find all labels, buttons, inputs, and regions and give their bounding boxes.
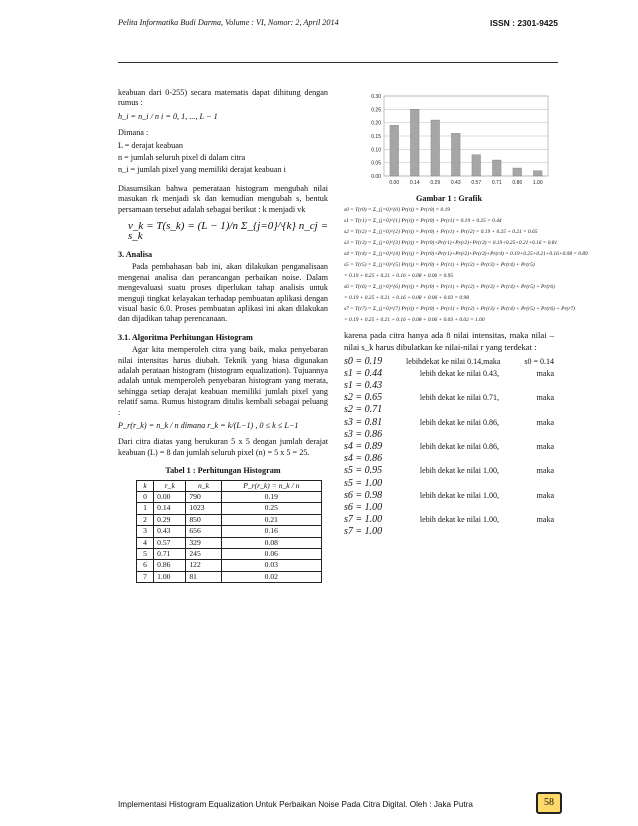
calc-line: s6 = T(r6) = Σ_{j=0}^{6} Pr(rj) = Pr(r0) + Pr(r1) + Pr(r2) + Pr(r3) + Pr(r4) + Pr(r5) + Pr(r6) xyxy=(344,284,555,291)
rounding-intro: karena pada citra hanya ada 8 nilai intensitas, maka nilai – nilai s_k harus dibulatkan ke nilai-nilai r yang terdekat : xyxy=(344,330,554,352)
table-cell: 0.16 xyxy=(221,526,321,537)
table-row xyxy=(137,526,322,537)
calc-line: s0 = T(r0) = Σ_{j=0}^{0} Pr(rj) = Pr(r0) = 0.19 xyxy=(344,207,450,214)
def-ni: n_i = jumlah pixel yang memiliki derajat keabuan i xyxy=(118,165,286,175)
result-row xyxy=(344,441,554,453)
table-cell: 0.71 xyxy=(154,549,186,560)
calc-line: s5 = T(r5) = Σ_{j=0}^{5} Pr(rj) = Pr(r0) + Pr(r1) + Pr(r2) + Pr(r3) + Pr(r4) + Pr(r5) xyxy=(344,262,535,269)
result-note: lebihdekat ke nilai 0.14,maka xyxy=(406,356,501,366)
calc-line: = 0.19 + 0.25 + 0.21 + 0.16 + 0.08 + 0.06 + 0.03 + 0.02 = 1.00 xyxy=(344,317,485,324)
table-row xyxy=(137,503,322,514)
table-cell: 1.00 xyxy=(154,571,186,582)
result-row xyxy=(344,429,554,441)
table-header-cell: k xyxy=(137,480,154,491)
result-row xyxy=(344,478,554,490)
result-left: s1 = 0.43 xyxy=(344,380,383,391)
result-right: maka xyxy=(536,490,554,500)
table-cell: 5 xyxy=(137,549,154,560)
image-size-paragraph: Dari citra diatas yang berukuran 5 x 5 dengan jumlah derajat keabuan (L) = 8 dan jumlah seluruh pixel (n) = 5 x 5 = 25. xyxy=(118,437,328,457)
analysis-paragraph: Pada pembahasan bab ini, akan dilakukan penganalisaan mengenai analisa dan perancangan perbaikan noise. Dalam mengevaluasi suatu proses diperlukan tahap analisis untuk menguji tingkat kelayakan terhadap pembuatan aplikasi dengan visual basic 6.0. Proses pembuatan aplikasi ini akan dilakukan dan dijadikan tahap perencanaan. xyxy=(118,262,328,324)
x-tick-label: 0.57 xyxy=(471,180,482,186)
result-note: lebih dekat ke nilai 1.00, xyxy=(419,466,499,476)
table-cell: 0.00 xyxy=(154,492,186,503)
table-row xyxy=(137,560,322,571)
table-header-cell: n_k xyxy=(186,480,221,491)
table-cell: 790 xyxy=(186,492,221,503)
result-right: maka xyxy=(536,442,554,452)
y-tick-label: 0.00 xyxy=(371,174,381,180)
result-left: s6 = 0.98 xyxy=(344,489,383,501)
result-right: maka xyxy=(536,368,554,378)
table-row xyxy=(137,492,322,503)
y-tick-label: 0.10 xyxy=(371,147,381,154)
calc-line: = 0.19 + 0.25 + 0.21 + 0.16 + 0.08 + 0.06 + 0.03 = 0.98 xyxy=(344,295,469,302)
result-note: lebih dekat ke nilai 0.86, xyxy=(419,417,499,427)
table-cell: 122 xyxy=(186,560,221,571)
figure-caption: Gambar 1 : Grafik xyxy=(415,194,483,203)
result-right: maka xyxy=(536,515,554,525)
section-3-1-heading: 3.1. Algoritma Perhitungan Histogram xyxy=(118,332,253,342)
result-row xyxy=(344,356,554,368)
formula-histogram: h_i = n_i / n i = 0, 1, ..., L − 1 xyxy=(118,111,218,121)
y-tick-label: 0.05 xyxy=(371,160,381,167)
table-cell: 0.19 xyxy=(221,492,321,503)
result-left: s2 = 0.65 xyxy=(344,392,383,404)
formula-vk: v_k = T(s_k) = (L − 1)/n Σ_{j=0}^{k} n_cj = s_k xyxy=(128,220,328,243)
y-tick-label: 0.25 xyxy=(371,107,381,114)
y-tick-label: 0.15 xyxy=(371,134,381,140)
table-cell: 0.29 xyxy=(154,514,186,525)
table-cell: 245 xyxy=(186,549,221,560)
header-rule xyxy=(118,62,558,63)
result-row xyxy=(344,453,554,465)
assumption-paragraph: Diasumsikan bahwa pemerataan histogram mengubah nilai masukan rk menjadi sk dan kemudian mengubah s, bentuk persamaan tersebut adalah sebagai berikut : k menjadi vk xyxy=(118,183,328,214)
x-tick-label: 0.43 xyxy=(450,180,461,186)
table-cell: 1 xyxy=(137,503,154,514)
result-note: lebih dekat ke nilai 0.86, xyxy=(419,442,499,452)
table-cell: 3 xyxy=(137,526,154,537)
y-tick-label: 0.20 xyxy=(371,120,381,127)
calc-line: = 0.19 + 0.25 + 0.21 + 0.16 + 0.08 + 0.06 = 0.95 xyxy=(344,273,454,280)
table-cell: 81 xyxy=(186,571,221,582)
algorithm-paragraph: Agar kita memperoleh citra yang baik, maka penyebaran nilai intensitas harus diubah. Teknik yang biasa digunakan adalah perataan histogram (histogram equalization). Tujuannya adalah untuk memperoleh penyebaran histogram yang merata, sehingga setiap derajat keabuan memiliki jumlah pixel yang relatif sama. Rumus histogram ditulis kembali sebagai peluang : xyxy=(118,345,328,417)
table-cell: 0.02 xyxy=(221,571,321,582)
result-left: s4 = 0.89 xyxy=(344,441,383,453)
result-row xyxy=(344,490,554,502)
right-column xyxy=(344,88,588,539)
table-row xyxy=(137,549,322,560)
table-cell: 0.86 xyxy=(154,560,186,571)
table-cell: 0 xyxy=(137,492,154,503)
result-row xyxy=(344,417,554,429)
histogram-table xyxy=(136,480,322,584)
x-tick-label: 0.71 xyxy=(491,180,502,186)
result-note: lebih dekat ke nilai 0.71, xyxy=(419,393,499,403)
calc-line: s2 = T(r2) = Σ_{j=0}^{2} Pr(rj) = Pr(r0) + Pr(r1) + Pr(r2) = 0.19 + 0.25 + 0.21 = 0.65 xyxy=(344,229,538,236)
table-cell: 0.03 xyxy=(221,560,321,571)
table-cell: 7 xyxy=(137,571,154,582)
calc-line: s3 = T(r3) = Σ_{j=0}^{3} Pr(rj) = Pr(r0)+Pr(r1)+Pr(r2)+Pr(r3) = 0.19+0.25+0.21+0.16 = 0.81 xyxy=(344,240,558,247)
table-row xyxy=(137,571,322,582)
table-cell: 0.25 xyxy=(221,503,321,514)
result-row xyxy=(344,404,554,416)
result-note: lebih dekat ke nilai 1.00, xyxy=(419,490,499,500)
result-right: maka xyxy=(536,393,554,403)
result-left: s2 = 0.71 xyxy=(344,404,383,416)
table-cell: 329 xyxy=(186,537,221,548)
table-cell: 1023 xyxy=(186,503,221,514)
left-column xyxy=(118,88,328,583)
formula-probability: P_r(r_k) = n_k / n dimana r_k = k/(L−1) , 0 ≤ k ≤ L−1 xyxy=(118,420,299,430)
result-right: s0 = 0.14 xyxy=(524,356,554,366)
page-number: 58 xyxy=(536,792,562,814)
table-header-cell: r_k xyxy=(154,480,186,491)
result-left: s0 = 0.19 xyxy=(344,355,383,367)
def-l: L = derajat keabuan xyxy=(118,140,184,150)
table-cell: 6 xyxy=(137,560,154,571)
table-cell: 656 xyxy=(186,526,221,537)
result-row xyxy=(344,465,554,477)
rounding-results xyxy=(344,356,554,539)
table-cell: 0.14 xyxy=(154,503,186,514)
result-row xyxy=(344,514,554,526)
journal-header: Pelita Informatika Budi Darma, Volume : VI, Nomor: 2, April 2014 xyxy=(118,18,339,27)
intro-text: keabuan dari 0-255) secara matematis dapat dihitung dengan rumus : xyxy=(118,88,328,108)
result-right: maka xyxy=(536,417,554,427)
result-left: s4 = 0.86 xyxy=(344,453,383,465)
table-cell: 0.57 xyxy=(154,537,186,548)
x-tick-label: 0.86 xyxy=(512,180,523,186)
table-cell: 0.43 xyxy=(154,526,186,537)
x-tick-label: 1.00 xyxy=(532,180,543,186)
y-tick-label: 0.30 xyxy=(371,94,381,100)
section-3-heading: 3. Analisa xyxy=(118,249,153,259)
table-cell: 4 xyxy=(137,537,154,548)
table-header-cell: P_r(r_k) = n_k / n xyxy=(221,480,321,491)
result-left: s3 = 0.81 xyxy=(344,416,383,428)
x-tick-label: 0.14 xyxy=(409,180,420,186)
table-cell: 0.21 xyxy=(221,514,321,525)
table-cell: 0.06 xyxy=(221,549,321,560)
result-row xyxy=(344,392,554,404)
result-left: s3 = 0.86 xyxy=(344,428,383,440)
calculation-block xyxy=(344,206,588,324)
calc-line: s7 = T(r7) = Σ_{j=0}^{7} Pr(rj) = Pr(r0) + Pr(r1) + Pr(r2) + Pr(r3) + Pr(r4) + Pr(r5) + Pr(r6) + Pr(r7) xyxy=(344,306,575,313)
result-left: s1 = 0.44 xyxy=(344,367,383,379)
table-cell: 2 xyxy=(137,514,154,525)
result-row xyxy=(344,526,554,538)
result-right: maka xyxy=(536,466,554,476)
x-tick-label: 0.29 xyxy=(430,180,441,186)
x-tick-label: 0.00 xyxy=(389,180,400,186)
table-row xyxy=(137,537,322,548)
result-note: lebih dekat ke nilai 1.00, xyxy=(419,515,499,525)
result-left: s5 = 0.95 xyxy=(344,465,383,477)
result-left: s6 = 1.00 xyxy=(344,502,383,514)
issn-label: ISSN : 2301-9425 xyxy=(489,18,558,28)
result-note: lebih dekat ke nilai 0.43, xyxy=(419,368,499,378)
result-row xyxy=(344,368,554,380)
result-row xyxy=(344,380,554,392)
table-caption: Tabel 1 : Perhitungan Histogram xyxy=(165,466,281,476)
table-cell: 850 xyxy=(186,514,221,525)
calc-line: s1 = T(r1) = Σ_{j=0}^{1} Pr(rj) = Pr(r0) + Pr(r1) = 0.19 + 0.25 = 0.44 xyxy=(344,218,502,225)
def-n: n = jumlah seluruh pixel di dalam citra xyxy=(118,153,246,163)
table-cell: 0.08 xyxy=(221,537,321,548)
result-left: s7 = 1.00 xyxy=(344,514,383,526)
table-row xyxy=(137,514,322,525)
dimana-label: Dimana : xyxy=(118,128,149,138)
result-row xyxy=(344,502,554,514)
result-left: s5 = 1.00 xyxy=(344,477,383,489)
footer-text: Implementasi Histogram Equalization Untuk Perbaikan Noise Pada Citra Digital. Oleh : Jaka Putra xyxy=(118,800,473,809)
result-left: s7 = 1.00 xyxy=(344,526,383,538)
calc-line: s4 = T(r4) = Σ_{j=0}^{4} Pr(rj) = Pr(r0)+Pr(r1)+Pr(r2)+Pr(r3)+Pr(r4) = 0.19+0.25+0.21+0.16+0.08 = 0.89 xyxy=(344,251,588,258)
